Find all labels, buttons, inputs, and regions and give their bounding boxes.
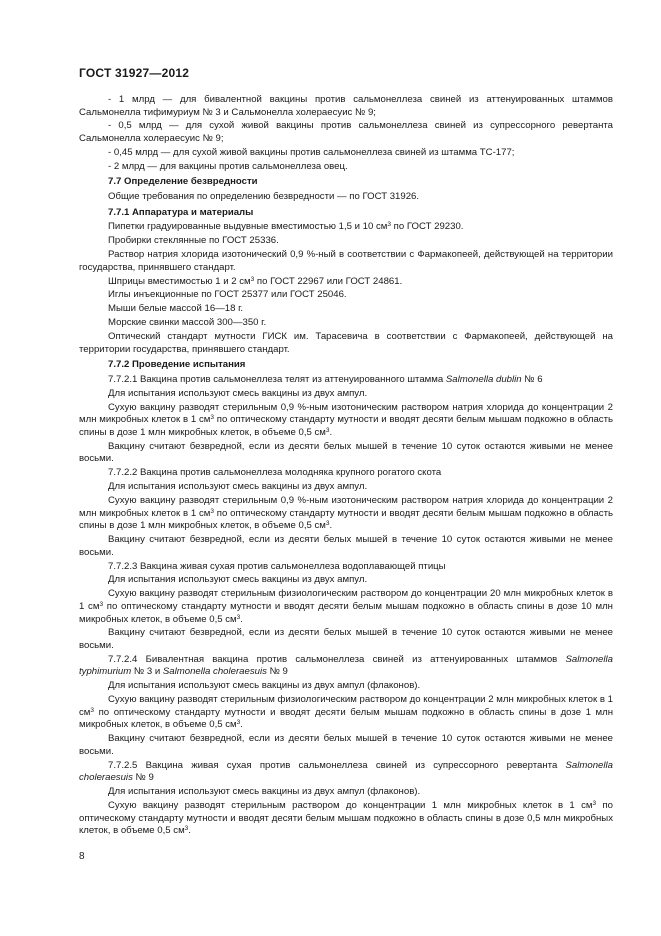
paragraph: 7.7.2.4 Бивалентная вакцина против сальмонеллеза свиней из аттенуированных штаммов Salmonella typhimurium № 3 и Salmonella choleraesuis № 9 <box>79 653 613 678</box>
paragraph: Для испытания используют смесь вакцины из двух ампул. <box>108 481 368 493</box>
paragraph: Сухую вакцину разводят стерильным 0,9 %-ным изотоническим раствором натрия хлорида до концентрации 2 млн микробных клеток в 1 $см^3$ по оптическому стандарту мутности и вводят десяти белым мышам подкожно в область спины в дозе 1 млн микробных клеток, в объеме 0,5 $см^3$. <box>79 401 614 438</box>
paragraph: Для испытания используют смесь вакцины из двух ампул (флаконов). <box>108 680 421 692</box>
section-heading: 7.7.2 Проведение испытания <box>108 359 246 371</box>
document-header: ГОСТ 31927—2012 <box>79 66 190 80</box>
paragraph: - 0,5 млрд — для сухой живой вакцины против сальмонеллеза свиней из супрессорного ревертанта Сальмонелла холераесуис № 9; <box>79 120 613 145</box>
paragraph: Раствор натрия хлорида изотонический 0,9 %-ный в соответствии с Фармакопеей, действующей на территории государства, принявшего стандарт. <box>79 249 613 273</box>
paragraph: Пробирки стеклянные по ГОСТ 25336. <box>108 235 279 247</box>
paragraph: Вакцину считают безвредной, если из десяти белых мышей в течение 10 суток остаются живыми не менее восьми. <box>79 627 613 651</box>
paragraph: Иглы инъекционные по ГОСТ 25377 или ГОСТ 25046. <box>108 289 347 301</box>
paragraph: Сухую вакцину разводят стерильным физиологическим раствором до концентрации 20 млн микробных клеток в 1 $см^3$ по оптическому стандарту мутности и вводят десяти белым мышам подкожно в область спины в дозе 10 млн микробных клеток, в объеме 0,5 $см^3$. <box>79 588 613 625</box>
paragraph: Для испытания используют смесь вакцины из двух ампул. <box>108 387 368 399</box>
paragraph: Общие требования по определению безвредности — по ГОСТ 31926. <box>108 191 420 203</box>
paragraph: Вакцину считают безвредной, если из десяти белых мышей в течение 10 суток остаются живыми не менее восьми. <box>79 733 613 757</box>
paragraph: Шприцы вместимостью 1 и 2 $см^3$ по ГОСТ 22967 или ГОСТ 24861. <box>108 275 403 287</box>
section-heading: 7.7.1 Аппаратура и материалы <box>108 206 254 218</box>
paragraph: Для испытания используют смесь вакцины из двух ампул (флаконов). <box>108 786 421 798</box>
paragraph: 7.7.2.5 Вакцина живая сухая против сальмонеллеза свиней из супрессорного ревертанта Salmonella choleraesuis № 9 <box>79 759 613 784</box>
paragraph: Пипетки градуированные выдувные вместимостью 1,5 и 10 $см^3$ по ГОСТ 29230. <box>108 221 464 233</box>
paragraph: - 1 млрд — для бивалентной вакцины против сальмонеллеза свиней из аттенуированных штаммов Сальмонелла тифимуриум № 3 и Сальмонелла холераесуис № 9; <box>79 94 613 118</box>
paragraph: Вакцину считают безвредной, если из десяти белых мышей в течение 10 суток остаются живыми не менее восьми. <box>79 440 613 465</box>
paragraph: Сухую вакцину разводят стерильным 0,9 %-ным изотоническим раствором натрия хлорида до концентрации 2 млн микробных клеток в 1 $см^3$ по оптическому стандарту мутности и вводят десяти белым мышам подкожно в область спины в дозе 1 млн микробных клеток, в объеме 0,5 $см^3$. <box>79 494 614 532</box>
paragraph: 7.7.2.1 Вакцина против сальмонеллеза телят из аттенуированного штамма Salmonella dublin № 6 <box>108 373 543 385</box>
paragraph: - 0,45 млрд — для сухой живой вакцины против сальмонеллеза свиней из штамма ТС-177; <box>108 146 515 158</box>
paragraph: Морские свинки массой 300—350 г. <box>108 317 267 329</box>
page-number: 8 <box>79 851 85 862</box>
paragraph: Вакцину считают безвредной, если из десяти белых мышей в течение 10 суток остаются живыми не менее восьми. <box>79 534 613 558</box>
paragraph: Оптический стандарт мутности ГИСК им. Тарасевича в соответствии с Фармакопеей, действующей на территории государства, принявшего стандарт. <box>79 331 613 355</box>
document-body <box>79 94 613 839</box>
paragraph: Мыши белые массой 16—18 г. <box>108 303 244 315</box>
paragraph: - 2 млрд — для вакцины против сальмонеллеза овец. <box>108 160 348 172</box>
paragraph: Сухую вакцину разводят стерильным раствором до концентрации 1 млн микробных клеток в 1 $см^3$ по оптическому стандарту мутности и вводят десяти белым мышам подкожно в область спины в дозе 0,5 млн микробных клеток, в объеме 0,5 $см^3$. <box>79 800 613 837</box>
paragraph: 7.7.2.3 Вакцина живая сухая против сальмонеллеза водоплавающей птицы <box>108 560 446 572</box>
section-heading: 7.7 Определение безвредности <box>108 176 258 188</box>
paragraph: 7.7.2.2 Вакцина против сальмонеллеза молодняка крупного рогатого скота <box>108 467 442 479</box>
paragraph: Сухую вакцину разводят стерильным физиологическим раствором до концентрации 2 млн микробных клеток в 1 $см^3$ по оптическому стандарту мутности и вводят десяти белым мышам подкожно в область спины в дозе 1 млн микробных клеток, в объеме 0,5 $см^3$. <box>79 694 613 731</box>
paragraph: Для испытания используют смесь вакцины из двух ампул. <box>108 574 368 586</box>
